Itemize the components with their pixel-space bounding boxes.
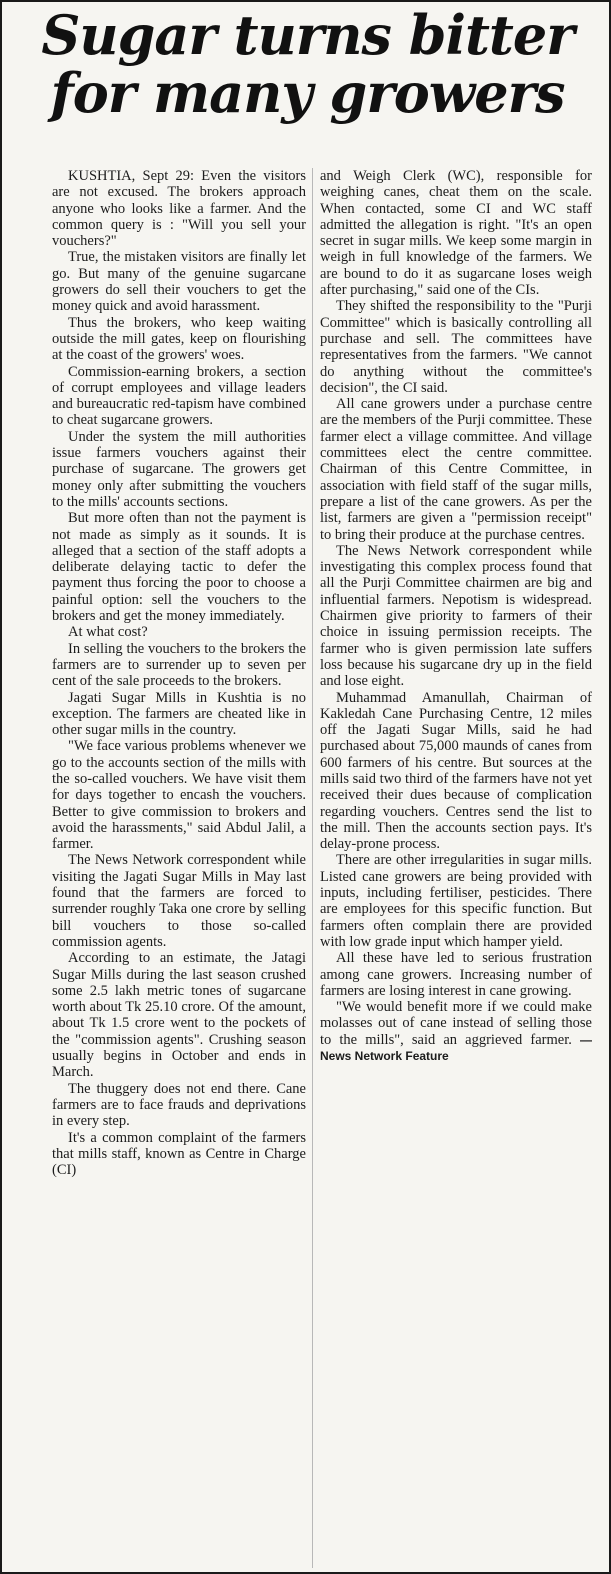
paragraph: It's a common complaint of the farmers that mills staff, known as Centre in Charge (CI) bbox=[52, 1129, 306, 1179]
paragraph: In selling the vouchers to the brokers the farmers are to surrender up to seven per cent of the sale proceeds to the brokers. bbox=[52, 640, 306, 690]
paragraph: and Weigh Clerk (WC), responsible for weighing canes, cheat them on the scale. When contacted, some CI and WC staff admitted the allegation is right. "It's an open secret in sugar mills. We keep some margin in weigh in full knowledge of the farmers. We are bound to do it as sugarcane loses weigh after purchasing," said one of the CIs. bbox=[320, 168, 592, 299]
paragraph: At what cost? bbox=[68, 624, 148, 641]
paragraph: Thus the brokers, who keep waiting outside the mill gates, keep on flourishing at the coast of the growers' woes. bbox=[52, 314, 306, 364]
paragraph: Jagati Sugar Mills in Kushtia is no exception. The farmers are cheated like in other sugar mills in the country. bbox=[52, 689, 306, 739]
byline: — News Network Feature bbox=[320, 1032, 592, 1064]
left-column bbox=[52, 168, 306, 1572]
paragraph: The thuggery does not end there. Cane farmers are to face frauds and deprivations in every step. bbox=[52, 1080, 306, 1130]
paragraph: There are other irregularities in sugar mills. Listed cane growers are being provided with inputs, including fertiliser, pesticides. There are employees for this specific function. But farmers often complain there are provided with low grade input which hamper yield. bbox=[320, 852, 592, 950]
paragraph: KUSHTIA, Sept 29: Even the visitors are not excused. The brokers approach anyone who looks like a farmer. And the common query is : "Will you sell your vouchers?" bbox=[52, 168, 306, 250]
paragraph: They shifted the responsibility to the "Purji Committee" which is basically controlling all purchase and sell. The committees have representatives from the farmers. "We cannot do anything without the committee's decision", the CI said. bbox=[320, 298, 592, 396]
paragraph: "We face various problems whenever we go to the accounts section of the mills with the so-called vouchers. We have visit them for days together to encash the vouchers. Better to give commission to brokers and avoid the harassments," said Abdul Jalil, a farmer. bbox=[52, 738, 306, 853]
headline bbox=[8, 3, 607, 125]
paragraph: According to an estimate, the Jatagi Sugar Mills during the last season crushed some 2.5 lakh metric tones of sugarcane worth about Tk 25.10 crore. Of the amount, about Tk 1.5 crore went to the pockets of the "commission agents". Crushing season usually begins in October and ends in March. bbox=[52, 950, 306, 1081]
right-column bbox=[320, 168, 592, 1572]
paragraph: The News Network correspondent while visiting the Jagati Sugar Mills in May last found that the farmers are forced to surrender roughly Taka one crore by selling bill vouchers to those so-called commission agents. bbox=[52, 852, 306, 950]
paragraph: True, the mistaken visitors are finally let go. But many of the genuine sugarcane growers do sell their vouchers to get the money quick and avoid harassment. bbox=[52, 249, 306, 315]
paragraph: But more often than not the payment is not made as simply as it sounds. It is alleged that a section of the staff adopts a deliberate delaying tactic to defer the payment thus forcing the poor to choose a painful option: sell the vouchers to the brokers and get the money immediately. bbox=[52, 510, 306, 625]
paragraph: All cane growers under a purchase centre are the members of the Purji committee. These farmer elect a village committee. And village committees elect the centre committee. Chairman of this Centre Committee, in association with field staff of the sugar mills, prepare a list of the cane growers. As per the list, farmers are given a "permission receipt" to bring their produce at the purchase centres. bbox=[320, 396, 592, 543]
paragraph: All these have led to serious frustration among cane growers. Increasing number of farmers are losing interest in cane growing. bbox=[320, 950, 592, 999]
closing-quote: "We would benefit more if we could make molasses out of cane instead of selling those to the mills", said an aggrieved farmer. bbox=[320, 999, 592, 1048]
paragraph: The News Network correspondent while investigating this complex process found that all the Purji Committee chairmen are big and influential farmers. Nepotism is widespread. Chairmen give priority to farmers of their choice in issuing permission receipts. The farmer who is given permission late suffers loss because his sugarcane dry up in the field and lose eight. bbox=[320, 542, 592, 690]
headline-line-2: for many growers bbox=[50, 61, 565, 125]
paragraph: Under the system the mill authorities issue farmers vouchers against their purchase of sugarcane. The growers get money only after submitting the vouchers to the mills' accounts sections. bbox=[52, 428, 306, 510]
column-divider bbox=[312, 168, 313, 1568]
paragraph: Muhammad Amanullah, Chairman of Kakledah Cane Purchasing Centre, 12 miles off the Jagati Sugar Mills, said he had purchased about 75,000 maunds of canes from 600 farmers of his centre. But sources at the mills said two third of the farmers have not yet received their dues because of complication regarding vouchers. Centres send the list to the mill. Then the accounts section pays. It's delay-prone process. bbox=[320, 689, 592, 853]
headline-line-1: Sugar turns bitter bbox=[41, 3, 574, 67]
paragraph: Commission-earning brokers, a section of corrupt employees and village leaders and bureaucratic red-tapism have combined to cheat sugarcane growers. bbox=[52, 363, 306, 429]
paragraph bbox=[320, 999, 592, 1064]
